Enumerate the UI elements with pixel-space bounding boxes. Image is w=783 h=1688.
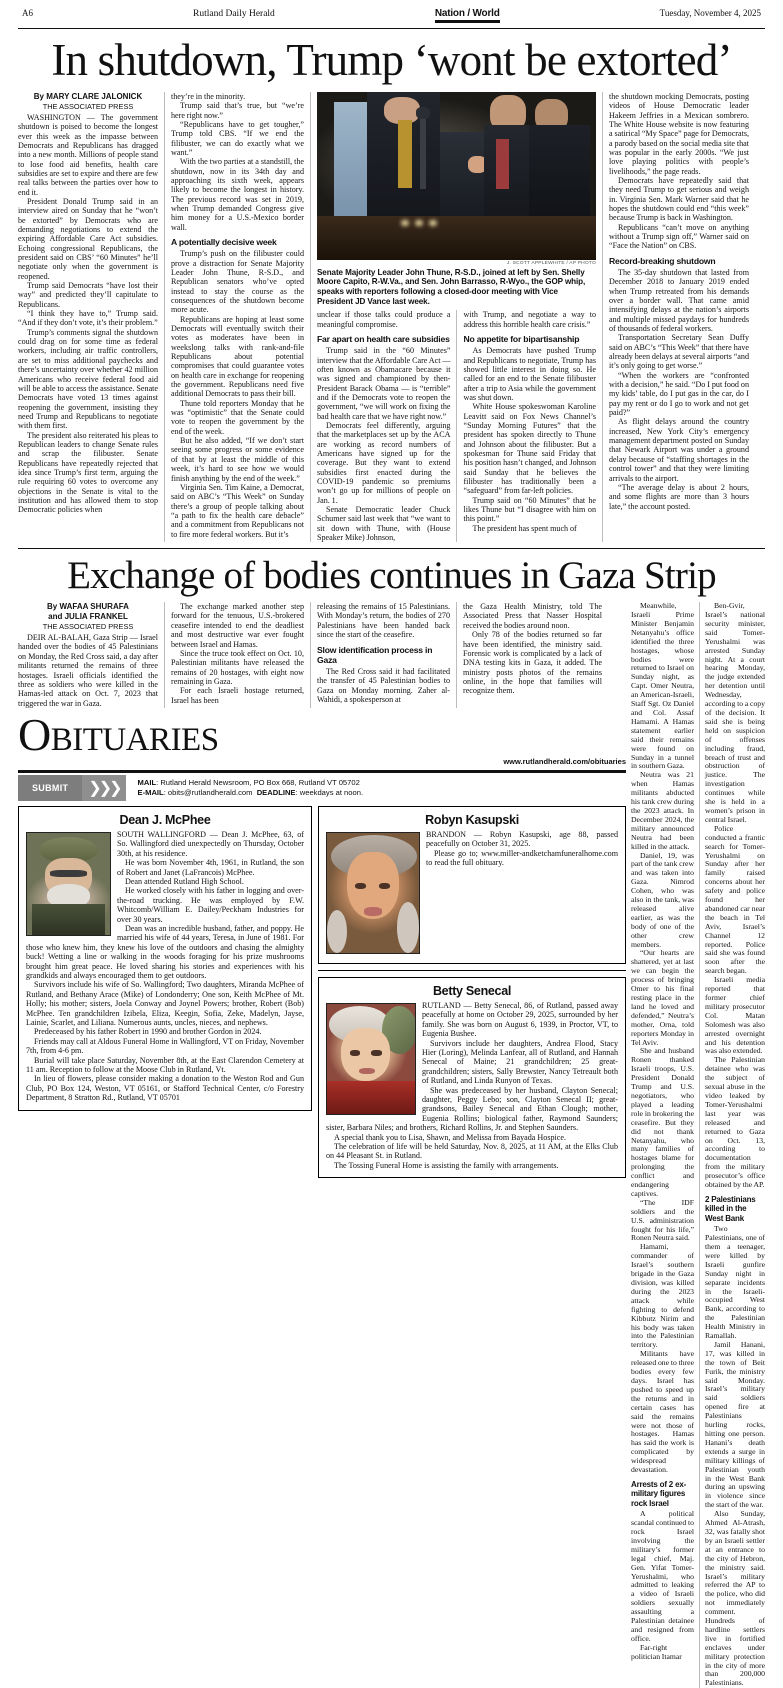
paragraph: Survivors include his wife of So. Wallingford; Two daughters, Miranda McPhee of Rutland, and Bethany Arace (Mike) of Londonderry; One son, Keith McPhee of Mt. Holly; his mother; sisters, Joela Conway and Joynel Powers; brother, Robert (Bob) McPhee. Ten grandchildren Izibela, Eliza, Keegin, Sofia, Zeke, Madelyn, Jayse, Lainie, Scarlet, and Liliana. Numerous aunts, uncles, nieces, and nephews.: [26, 980, 304, 1028]
lead-headline: In shutdown, Trump ‘wont be extorted’: [51, 35, 732, 85]
paragraph: Survivors include her daughters, Andrea Flood, Stacy Hier (Loring), Melinda Lanfear, all of Rutland, and Hannah Senecal of Maine; 21 grandchildren; 25 great-grandchildren; sisters, Sally Brewster, Nancy Tetreault both of Rutland, and Linda Runyon of Texas.: [422, 1038, 618, 1086]
paragraph: The president has spent much of: [472, 523, 577, 533]
paragraph: Also Sunday, Ahmed Al-Atrash, 32, was fatally shot by an Israeli settler at an entrance to the city of Hebron, the ministry said. Israel’s military referred the AP to the police, who did not immediately comment. Hundreds of hardline settlers live in fortified enclaves under military protection in the city of more than 200,000 Palestinians.: [705, 1509, 765, 1688]
obituaries-url: www.rutlandherald.com/obituaries: [503, 756, 626, 766]
paragraph: Daniel, 19, was part of the tank crew and was taken into Gaza. Nimrod Cohen, who was also in the tank, was released alive earlier, as was the body of one of the other crew members.: [631, 850, 695, 949]
lead-byline: By MARY CLARE JALONICK: [33, 91, 143, 101]
paragraph: Israeli media reported that former chief military prosecutor Col. Matan Solomesh was also arrested overnight and his detention was also extended.: [705, 975, 765, 1056]
paragraph: President Donald Trump said in an interview aired on Sunday that he “won’t be extorted” by Democrats who are demanding negotiations to extend the expiring Affordable Care Act subsidies. Echoing congressional Republicans, the president said on CBS’ “60 Minutes” he’ll negotiate only when the government is reopened.: [18, 196, 158, 281]
paragraph: The exchange marked another step forward for the tenuous, U.S.-brokered ceasefire intended to end the deadliest and most destructive war ever fought between Israel and Hamas.: [171, 602, 304, 649]
lead-col-34-inner: [317, 310, 596, 542]
obit-photo-kasupski: [326, 832, 420, 954]
gaza-col-1: [18, 602, 164, 708]
submit-button[interactable]: SUBMIT: [18, 775, 82, 801]
paragraph: unclear if those talks could produce a meaningful compromise.: [317, 310, 451, 329]
paragraph: “I think they have to,” Trump said. “And if they don’t vote, it’s their problem.”: [18, 309, 158, 328]
obit-name: Robyn Kasupski: [425, 812, 519, 827]
paragraph: She and husband Ronen thanked Israeli troops, U.S. President Donald Trump and U.S. negotiators, who played a leading role in brokering the ceasefire. But they did not thank Netanyahu, who many families of hostages blame for prolonging the conflict and endangering captives.: [631, 1046, 694, 1198]
gaza-col-3: [310, 602, 456, 708]
obit-photo-senecal: [326, 1003, 416, 1115]
paragraph: Thune told reporters Monday that he was “optimistic” that the Senate could vote to reopen the government by the end of the week.: [171, 398, 304, 436]
paragraph: Militants have released one to three bodies every few days. Israel has pushed to speed up the returns and in certain cases has said the remains were not those of hostages. Hamas has said the work is complicated by widespread devastation.: [631, 1349, 694, 1475]
paragraph: Since the truce took effect on Oct. 10, Palestinian militants have released the remains of 20 hostages, with eight now remaining in Gaza.: [171, 648, 304, 686]
paragraph: Hamami, commander of Israel’s southern brigade in the Gaza division, was killed during the 2023 attack while fighting to defend Kibbutz Nirim and his body was taken into the Palestinian territory.: [631, 1242, 694, 1350]
gaza-headline: Exchange of bodies continues in Gaza Strip: [67, 554, 716, 598]
paragraph: He worked closely with his father in logging and over-the-road trucking. He was employed by F.W. Whitcomb/William E. Dailey/Peckham Industries for over 30 years.: [117, 886, 304, 924]
lead-col-2: [164, 92, 310, 542]
paragraph: Transportation Secretary Sean Duffy said on ABC’s “This Week” that there have already been delays at several airports “and it’s only going to get worse.”: [609, 333, 749, 371]
gaza-byline-1: By WAFAA SHURAFA: [47, 602, 129, 612]
paragraph: The celebration of life will be held Saturday, Nov. 8, 2025, at 11 AM, at the Elks Club on 44 Pleasant St. in Rutland.: [326, 1141, 618, 1161]
gaza-byline-org: THE ASSOCIATED PRESS: [42, 622, 134, 632]
obit-lead: SOUTH WALLINGFORD — Dean J. McPhee, 63, of So. Wallingford died unexpectedly on Thursday, October 30th, at his residence.: [117, 829, 304, 858]
paragraph: A special thank you to Lisa, Shawn, and Melissa from Bayada Hospice.: [334, 1132, 566, 1142]
subheading: Record-breaking shutdown: [609, 255, 716, 266]
paragraph: Trump’s push on the filibuster could prove a distraction for Senate Majority Leader John Thune, R-S.D., and Republican senators who’ve opted instead to stay the course as the consequences of the shutdown become more acute.: [171, 249, 304, 315]
email-value[interactable]: : obits@rutlandherald.com: [163, 788, 253, 798]
lower-region: [18, 602, 765, 1688]
paragraph: releasing the remains of 15 Palestinians. With Monday’s return, the bodies of 270 Palestinians have been handed back since the start of the ceasefire.: [317, 602, 450, 640]
lead-byline-org: THE ASSOCIATED PRESS: [42, 101, 134, 111]
paragraph: Please go to; www.miller-andketchamfuneralhome.com to read the full obituary.: [426, 848, 618, 868]
paragraph: Neutra was 21 when Hamas militants abducted his tank crew during the 2023 attack. In December 2024, the military announced Neutra had been killed in the attack.: [631, 770, 694, 851]
paragraph: “Republicans have to get tougher,” Trump told CBS. “If we end the filibuster, we can do exactly what we want.”: [171, 119, 304, 157]
paragraph: they’re in the minority.: [171, 91, 246, 101]
submit-bar: [18, 775, 626, 801]
subheading: Arrests of 2 ex-military figures rock Israel: [631, 1479, 687, 1508]
lead-photo-wrap: [317, 92, 596, 306]
masthead: [18, 6, 765, 26]
submit-contact-info: [126, 775, 364, 801]
gaza-col-2: [164, 602, 310, 708]
paragraph: Meanwhile, Israeli Prime Minister Benjamin Netanyahu’s office identified the three hostages, whose bodies were returned to Israel on Sunday night, as Capt. Omer Neutra, an American-Israeli, Staff Sgt. Oz Daniel and Col. Assaf Hamami. A Hamas statement earlier said their remains were found on Sunday in a tunnel in southern Gaza.: [631, 601, 694, 771]
obituaries-banner: [18, 708, 626, 801]
chevron-right-icon: ❯❯❯: [82, 775, 125, 801]
paragraph: Senate Democratic leader Chuck Schumer said last week that “we want to sit down with Thune, with (House Speaker Mike) Johnson,: [317, 505, 451, 543]
obit-lead: BRANDON — Robyn Kasupski, age 88, passed peacefully on October 31, 2025.: [426, 829, 618, 849]
paragraph: The president also reiterated his pleas to Republican leaders to change Senate rules and scrap the filibuster. Senate Republicans have repeatedly rejected that idea since Trump’s first term, arguing the rule requiring 60 votes to overcome any objections in the Senate is vital to the institution and has allowed them to stop Democratic policies when: [18, 430, 158, 515]
paragraph: Predeceased by his father Robert in 1990 and brother Gordon in 2024.: [34, 1027, 262, 1037]
paragraph: DEIR AL-BALAH, Gaza Strip — Israel handed over the bodies of 45 Palestinians on Monday, the Red Cross said, a day after militants returned the remains of three hostages. Israeli officials identified the three as soldiers who were killed in the Hamas-led attack on Oct. 7, 2023 that triggered the war in Gaza.: [18, 633, 158, 708]
obit-card-right-stack: [318, 806, 626, 1178]
paragraph: She was predeceased by her husband, Clayton Senecal; daughter, Peggy Lebo; son, Clayton Senecal II; great-grandsons, Bailey Senecal and Ethan Clough; mother, Eugenia Rollins; biological father, Raymond Saunders; sister, Barbara Niles; and brothers, Richard Rollins, Jr. and Stephen Saunders.: [326, 1085, 618, 1133]
paragraph: Republicans are hoping at least some Democrats will eventually switch their votes as moderates have been in weekslong talks with rank-and-file Republicans about potential compromises that could guarantee votes on health care in exchange for reopening the government. Republicans need five additional Democrats to pass their bill.: [171, 314, 304, 399]
lead-col-4: [456, 310, 596, 542]
lead-story-columns: [18, 92, 765, 542]
paragraph: Dean attended Rutland High School.: [125, 876, 244, 886]
paragraph: The Tossing Funeral Home is assisting the family with arrangements.: [334, 1160, 559, 1170]
lead-col-1: [18, 92, 164, 542]
publication-date: Tuesday, November 4, 2025: [659, 8, 761, 18]
paragraph: WASHINGTON — The government shutdown is poised to become the longest ever this week as the impasse between Democrats and Republicans has dragged into a new month. Millions of people stand to lose food aid benefits, health care subsidies are set to expire and there are few real talks between the parties over how to end it.: [18, 112, 158, 197]
paragraph: Democrats have repeatedly said that they need Trump to get serious and weigh in. Virginia Sen. Mark Warner said that he hopes the shutdown could end “this week” because Trump is back in Washington.: [609, 175, 749, 223]
submit-bar-rule: [18, 770, 626, 773]
paragraph: Police conducted a frantic search for Tomer-Yerushalmi on Sunday after her family raised concerns about her safety and police found her abandoned car near the beach in Tel Aviv, Israel’s Channel 12 reported. Police said she was found soon after the search began.: [705, 823, 765, 976]
paragraph: Dean was an incredible husband, father, and poppy. He married his wife of 44 years, Teresa, in June of 1981. For those who knew him, they knew his love of the outdoors and chasing the almighty buck! Wetting a line or walking in the woods foraging for his prize mushrooms brought him great peace. He loved sharing his stories and experiences with his grandkids and always encouraged them to get outdoors.: [26, 923, 304, 980]
masthead-rule: [18, 28, 765, 29]
paragraph: A political scandal continued to rock Israel involving the military’s former legal chief, Maj. Gen. Yifat Tomer-Yerushalmi, who admitted to leaking a video of Israeli soldiers sexually assaulting a Palestinian detainee and resigned from office.: [631, 1509, 694, 1643]
paragraph: The Palestinian detainee who was the subject of sexual abuse in the video leaked by Tomer-Yerushalmi last year was released and returned to Gaza on Oct. 13, according to documentation from the military prosecutor’s office obtained by the AP.: [705, 1055, 765, 1190]
subheading: 2 Palestinians killed in the West Bank: [705, 1194, 756, 1223]
story-divider-rule: [18, 548, 765, 549]
obit-card-mcphee: [18, 806, 312, 1111]
obituaries-title: [18, 708, 626, 763]
gaza-byline-2: and JULIA FRANKEL: [48, 612, 128, 622]
obit-card-senecal: [318, 977, 626, 1178]
obit-divider: [318, 970, 626, 971]
email-label: E-MAIL: [137, 788, 164, 798]
obit-photo-mcphee: [26, 832, 111, 936]
deadline-value: : weekdays at noon.: [295, 788, 364, 798]
gaza-col-5: [626, 602, 699, 1688]
paragraph: In lieu of flowers, please consider making a donation to the Weston Rod and Gun Club, PO Box 124, Weston, VT 05161, or Stafford Technical Center, c/o Forestry Department, 8 Stratton Rd., Rutland, VT 05701: [26, 1074, 304, 1103]
section-title: Nation / World: [435, 8, 500, 23]
paragraph: the Gaza Health Ministry, told The Associated Press that Nasser Hospital received the bodies around noon.: [463, 602, 602, 630]
paragraph: But he also added, “If we don’t start seeing some progress or some evidence of that by at least the middle of this week, it’s hard to see how we would finish anything by the end of the week.”: [171, 436, 304, 483]
paragraph: As Democrats have pushed Trump and Republicans to negotiate, Trump has showed little interest in doing so. He called for an end to the Senate filibuster after a trip to Asia while the government was shut down.: [463, 346, 596, 402]
paragraph: “The average delay is about 2 hours, and some flights are more than 3 hours late,” the account posted.: [609, 482, 749, 511]
paragraph: Trump said that’s true, but “we’re here right now.”: [171, 101, 304, 120]
obit-name: Dean J. McPhee: [119, 812, 211, 827]
deadline-label: DEADLINE: [256, 788, 296, 798]
gaza-col-4: [456, 602, 602, 708]
paragraph: He was born November 4th, 1961, in Rutland, the son of Robert and Janet (LaFrancois) McPhee.: [117, 858, 304, 877]
mail-value: : Rutland Herald Newsroom, PO Box 668, Rutland VT 05702: [156, 777, 360, 787]
paragraph: Jamil Hanani, 17, was killed in the town of Beit Furik, the ministry said Monday. Israel’s military said soldiers opened fire at Palestinians hurling rocks, hitting one person. Hanani’s death extends a surge in military killings of Palestinian youth in the West Bank during an upswing in violence since the start of the war.: [705, 1339, 765, 1510]
subheading: Slow identification process in Gaza: [317, 644, 433, 665]
paragraph: Ben-Gvir, Israel’s national security minister, said Tomer-Yerushalmi was arrested Sunday night. At a court hearing Monday, the judge extended her detention until Wednesday, according to a copy of the decision. It said she is being held on suspicion of offenses including fraud, breach of trust and obstruction of justice. The investigation continues while she is held in a women’s prison in central Israel.: [705, 601, 765, 824]
lead-col-5: [602, 92, 749, 542]
paragraph: with Trump, and negotiate a way to address this horrible health care crisis.”: [463, 310, 596, 329]
paragraph: “The IDF soldiers and the U.S. administration fought for his life,” Ronen Neutra said.: [631, 1197, 694, 1243]
photo-caption: Senate Majority Leader John Thune, R-S.D., joined at left by Sen. Shelly Moore Capito, R-W.Va., and Sen. John Barrasso, R-Wyo., the GOP whip, speaks with reporters following a closed-door meeting with Vice President JD Vance last week.: [317, 267, 586, 306]
paragraph: Virginia Sen. Tim Kaine, a Democrat, said on ABC’s “This Week” on Sunday there’s a group of people talking about “a path to fix the health care debacle” and a commitment from Republicans not to fire more federal workers. But it’s: [171, 482, 304, 539]
gaza-col-6: [699, 602, 765, 1688]
obit-lead: RUTLAND — Betty Senecal, 86, of Rutland, passed away peacefully at home on October 29, 2025, surrounded by her family. She was born on August 6, 1939, in Proctor, VT, to Eugenia Bushee.: [422, 1000, 618, 1039]
paragraph: The Red Cross said it had facilitated the transfer of 45 Palestinian bodies to Gaza on Monday morning. Zaher al-Wahidi, a spokesperson at: [317, 666, 450, 704]
paragraph: Trump said in the “60 Minutes” interview that the Affordable Care Act — often known as Obamacare because it was signed and championed by then-President Barack Obama — is “terrible” and if the Democrats vote to reopen the government, “we will work on fixing the bad health care that we have right now.”: [317, 346, 451, 421]
paragraph: Friends may call at Aldous Funeral Home in Wallingford, VT on Friday, November 7th, from 4-6 pm.: [26, 1036, 304, 1056]
paragraph: Trump said on “60 Minutes” that he likes Thune but “I disagree with him on this point.”: [463, 495, 596, 524]
lead-col-3: [317, 310, 456, 542]
paragraph: Trump said Democrats “have lost their way” and predicted they’ll capitulate to Republicans.: [18, 281, 158, 309]
left-block: [18, 602, 626, 1688]
paragraph: For each Israeli hostage returned, Israel has been: [171, 686, 304, 705]
publication-name: Rutland Daily Herald: [193, 9, 275, 19]
paragraph: “When the workers are “confronted with a decision,” he said. “Do I put food on my kids’ table, do I put gas in the car, do I pay my rent or do I go to work and not get paid?”: [609, 370, 749, 418]
paragraph: As flight delays around the country increased, New York City’s emergency management department posted on Sunday that Newark Airport was under a ground delay because of “staffing shortages in the control tower” and that they were limiting arrivals to the airport.: [609, 417, 749, 483]
paragraph: Two Palestinians, one of them a teenager, were killed by Israeli gunfire Sunday night in separate incidents in the Israeli-occupied West Bank, according to the Palestinian Health Ministry in Ramallah.: [705, 1224, 765, 1341]
obit-title-cap: O: [18, 708, 51, 760]
subheading: Far apart on health care subsidies: [317, 333, 450, 344]
obit-card-mcphee-wrap: [18, 806, 318, 1111]
lead-col-34-wrap: [310, 92, 602, 542]
photo-credit: J. SCOTT APPLEWHITE / AP PHOTO: [506, 260, 596, 266]
lead-photo: [317, 92, 596, 260]
subheading: A potentially decisive week: [171, 237, 277, 248]
obit-name: Betty Senecal: [432, 983, 512, 998]
paragraph: The 35-day shutdown that lasted from December 2018 to January 2019 ended when Trump retreated from his demands over a border wall. That came amid intensifying delays at the nation’s airports and multiple missed paydays for hundreds of thousands of federal workers.: [609, 267, 749, 333]
paragraph: the shutdown mocking Democrats, posting videos of House Democratic leader Hakeem Jeffries in a Mexican sombrero. The White House website is now featuring a satirical “My Space” page for Democrats, a parody based on the social media site that was popular in the early 2000s. “We just love playing politics with people’s livelihoods,” the page reads.: [609, 91, 750, 176]
paragraph: Only 78 of the bodies returned so far have been identified, the ministry said. Forensic work is complicated by a lack of DNA testing kits in Gaza, it added. The ministry posts photos of the remains online, in the hope that families will recognize them.: [463, 630, 602, 696]
paragraph: White House spokeswoman Karoline Leavitt said on Fox News Channel’s “Sunday Morning Futures” that the president has spoken directly to Thune and Johnson about the filibuster. But a spokesman for Thune said Friday that his position hasn’t changed, and Johnson said Sunday that he believes the filibuster has traditionally been a “safeguard” from far-left policies.: [463, 402, 596, 496]
obit-title-rest: BITUARIES: [50, 721, 219, 758]
paragraph: Democrats feel differently, arguing that the marketplaces set up by the ACA are working as record numbers of Americans have signed up for the coverage. But they want to extend subsidies first enacted during the COVID-19 pandemic so premiums won’t go up for millions of people on Jan. 1.: [317, 420, 451, 505]
paragraph: Trump’s comments signal the shutdown could drag on for some time as federal workers, including air traffic controllers, are set to miss additional paychecks and there’s uncertainty over whether 42 million Americans who receive federal food aid will be able to access the assistance. Senate Democrats have voted 13 times against reopening the government, insisting they need Trump and Republicans to negotiate with them first.: [18, 327, 158, 431]
mail-label: MAIL: [137, 777, 157, 787]
gaza-columns-left: [18, 602, 626, 708]
obit-card-kasupski: [318, 806, 626, 964]
paragraph: Burial will take place Saturday, November 8th, at the East Clarendon Cemetery at 11 am. Reception to follow at the Moose Club in Rutland, Vt.: [26, 1055, 304, 1075]
paragraph: Republicans “can’t move on anything without a Trump sign off,” Warner said on “Face the Nation” on CBS.: [609, 222, 749, 251]
subheading: No appetite for bipartisanship: [463, 333, 580, 344]
paragraph: With the two parties at a standstill, the shutdown, now in its 34th day and approaching its sixth week, appears likely to become the longest in history. The previous record was set in 2019, when Trump demanded Congress give him money for a U.S.-Mexico border wall.: [171, 157, 304, 232]
obituary-cards: [18, 806, 626, 1178]
page-folio: A6: [22, 8, 33, 18]
paragraph: “Our hearts are shattered, yet at last we can begin the process of bringing Omer to his final resting place in the land he loved and defended,” Neutra’s mother, Orna, told reporters Monday in Tel Aviv.: [631, 948, 694, 1047]
paragraph: Far-right politician Itamar: [631, 1642, 682, 1661]
